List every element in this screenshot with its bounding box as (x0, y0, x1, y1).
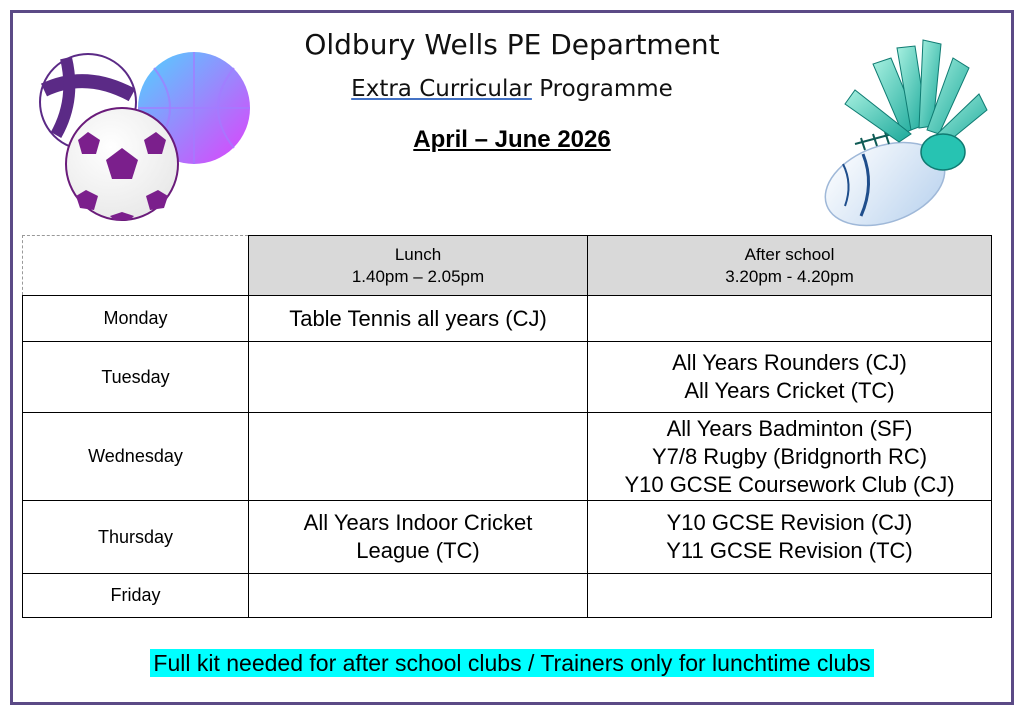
page-title: Oldbury Wells PE Department (304, 28, 720, 61)
activity: Y11 GCSE Revision (TC) (666, 538, 913, 563)
lunch-cell-monday (249, 296, 588, 342)
after-cell-monday (588, 296, 992, 342)
lunch-cell-friday (249, 574, 588, 618)
activity: All Years Cricket (TC) (684, 378, 895, 403)
activity: All Years Indoor Cricket (303, 510, 533, 535)
date-range-text: April – June 2026 (413, 126, 611, 153)
activity: Y10 GCSE Coursework Club (CJ) (624, 471, 955, 497)
header-after-school-cell (588, 236, 992, 296)
schedule-table (22, 235, 992, 618)
subtitle-programme: Programme (531, 76, 673, 102)
lunch-cell-tuesday (249, 342, 588, 413)
after-cell-tuesday (588, 342, 992, 413)
activity: League (TC) (356, 538, 480, 563)
day-cell-thursday: Thursday (23, 501, 249, 574)
day-cell-monday: Monday (23, 296, 249, 342)
activity: All Years Badminton (SF) (666, 415, 913, 441)
activity: Y7/8 Rugby (Bridgnorth RC) (651, 443, 928, 469)
lunch-time: 1.40pm – 2.05pm (351, 266, 485, 286)
after-school-time: 3.20pm - 4.20pm (725, 266, 854, 286)
activity: Y10 GCSE Revision (CJ) (666, 510, 913, 535)
kit-note-text: Full kit needed for after school clubs / Trainers only for lunchtime clubs (150, 649, 873, 677)
day-cell-tuesday: Tuesday (23, 342, 249, 413)
table-row (23, 501, 992, 574)
day-cell-friday: Friday (23, 574, 249, 618)
table-row (23, 413, 992, 501)
lunch-label: Lunch (394, 244, 442, 264)
header-corner-cell (23, 236, 249, 296)
table-row (23, 296, 992, 342)
after-cell-friday (588, 574, 992, 618)
after-school-label: After school (744, 244, 835, 264)
date-range (0, 126, 1024, 154)
header-lunch-cell (249, 236, 588, 296)
table-header-row (23, 236, 992, 296)
page-subtitle (0, 76, 1024, 102)
subtitle-extra-curricular: Extra Curricular (351, 76, 532, 102)
table-row (23, 574, 992, 618)
after-cell-wednesday (588, 413, 992, 501)
lunch-cell-wednesday (249, 413, 588, 501)
after-cell-thursday (588, 501, 992, 574)
kit-note (0, 650, 1024, 677)
table-row (23, 342, 992, 413)
day-cell-wednesday: Wednesday (23, 413, 249, 501)
lunch-cell-thursday (249, 501, 588, 574)
activity: Table Tennis all years (CJ) (289, 305, 547, 331)
activity: All Years Rounders (CJ) (672, 350, 907, 375)
